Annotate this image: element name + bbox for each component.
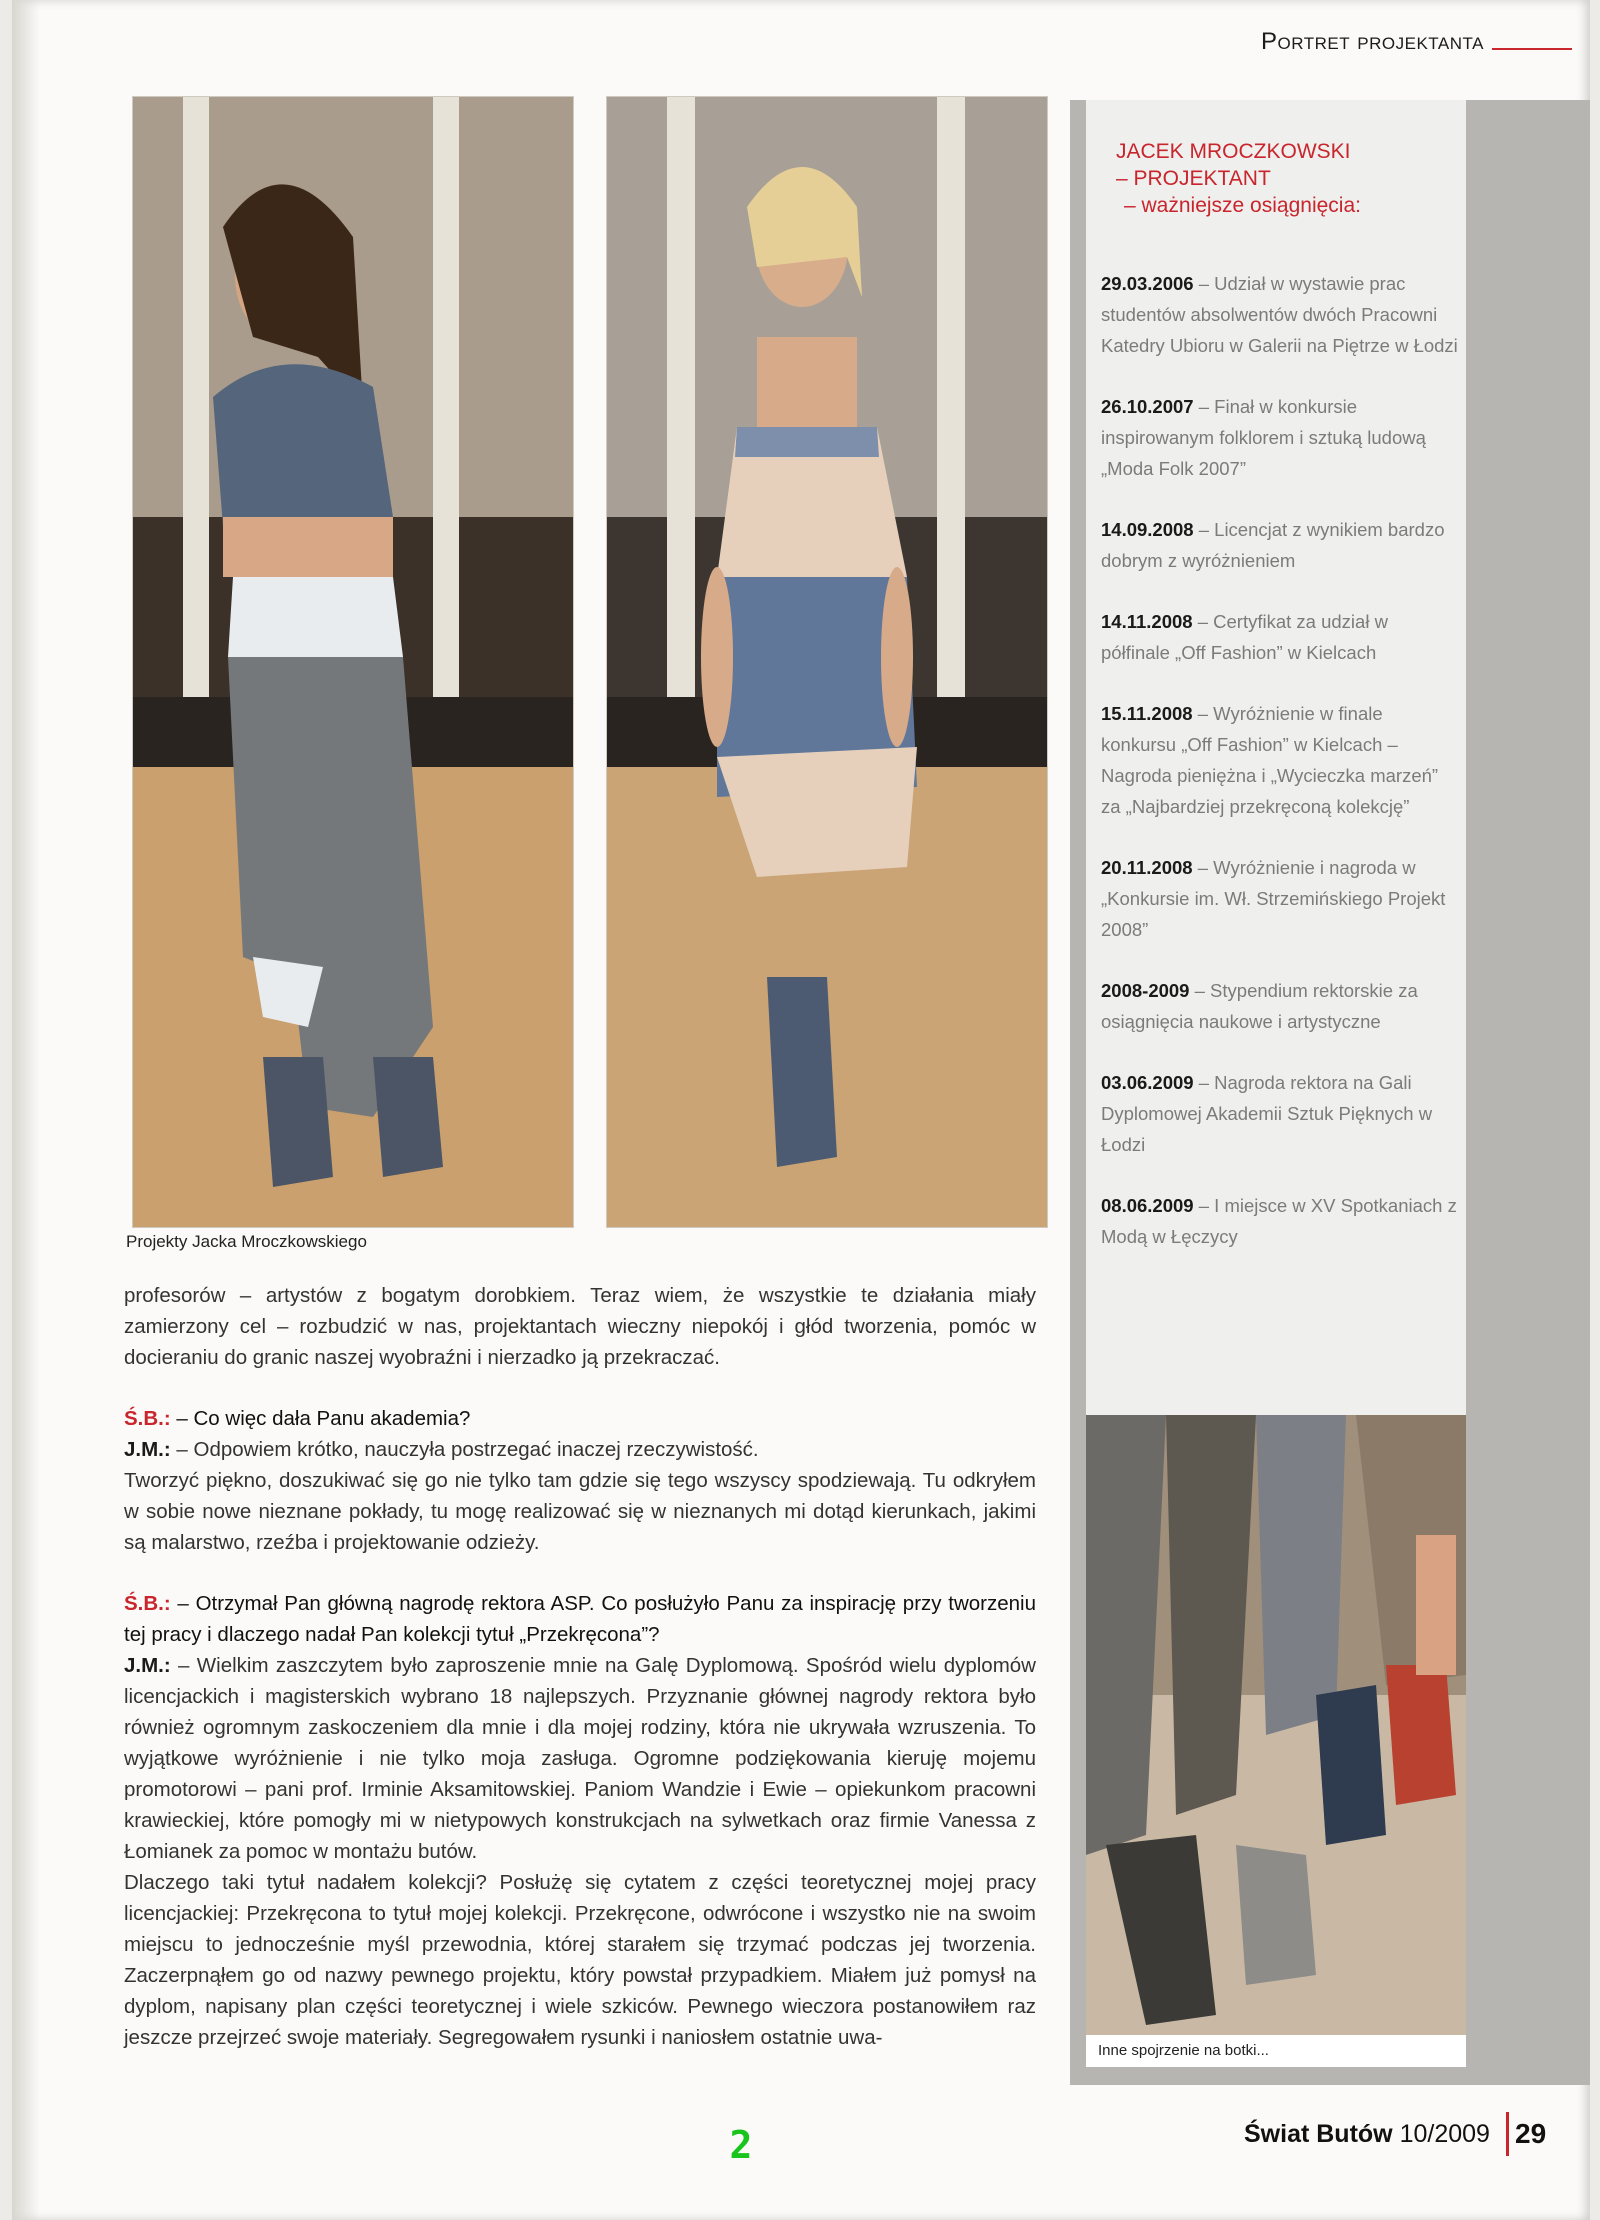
- sidebar-title: [1116, 138, 1456, 219]
- interviewer-label: Ś.B.:: [124, 1407, 171, 1430]
- achievement-date: 15.11.2008: [1101, 703, 1193, 724]
- respondent-label: J.M.:: [124, 1654, 171, 1677]
- header-rule: [1492, 48, 1572, 50]
- section-header: [1261, 28, 1572, 56]
- sidebar-title-line2: – PROJEKTANT: [1116, 167, 1271, 190]
- achievement-item: [1101, 391, 1461, 484]
- answer-text: – Wielkim zaszczytem było zaproszenie mnie na Galę Dyplomową. Spośród wielu dyplomów licencjackich i magisterskich wybrano 18 najlepszych. Przyznanie głównej nagrody rektora było również ogromnym zaskoczeniem dla mnie i dla mojej rodziny, która nie ukrywała wzruszenia. To wyjątkowe wyróżnienie i nie tylko moja zasługa. Ogromne podziękowania kieruję mojemu promotorowi – pani prof. Irminie Aksamitowskiej. Paniom Wandzie i Ewie – opiekunkom pracowni krawieckiej, które pomogły mi w nietypowych konstrukcjach na sylwetkach oraz firmie Vanessa z Łomianek za pomoc w montażu butów.: [124, 1654, 1036, 1863]
- magazine-page: [12, 0, 1590, 2220]
- achievement-item: [1101, 514, 1461, 576]
- green-two-mark: [715, 2128, 767, 2162]
- boots-photo: [1086, 1415, 1466, 2035]
- interviewer-label: Ś.B.:: [124, 1592, 171, 1615]
- sidebar-title-line1: JACEK MROCZKOWSKI: [1116, 140, 1351, 163]
- section-title: Portret projektanta: [1261, 28, 1484, 55]
- question-text: – Co więc dała Panu akademia?: [170, 1407, 471, 1430]
- article-intro: profesorów – artystów z bogatym dorobkiem. Teraz wiem, że wszystkie te działania miały zamierzony cel – rozbudzić w nas, projektantach wieczny niepokój i głód tworzenia, pomóc w docieraniu do granic naszej wyobraźni i nierzadko ją przekraczać.: [124, 1284, 1036, 1369]
- runway-photo-left: [132, 96, 574, 1228]
- article-body: [124, 1280, 1036, 2053]
- achievement-text: – I miejsce w XV Spotkaniach z Modą w Łęczycy: [1101, 1195, 1457, 1247]
- achievement-text: – Wyróżnienie w finale konkursu „Off Fashion” w Kielcach – Nagroda pieniężna i „Wycieczka marzeń” za „Najbardziej przekręconą kolekcję”: [1101, 703, 1439, 817]
- achievement-item: [1101, 268, 1461, 361]
- achievements-list: [1101, 268, 1461, 1282]
- magazine-name: Świat Butów: [1244, 2120, 1393, 2148]
- footer-divider: [1506, 2112, 1509, 2156]
- achievement-item: [1101, 1067, 1461, 1160]
- question-1: [124, 1403, 1036, 1434]
- achievements-panel: [1086, 100, 1466, 1415]
- magazine-issue: 10/2009: [1399, 2120, 1490, 2148]
- achievement-date: 14.09.2008: [1101, 519, 1194, 540]
- achievements-sidebar: [1070, 100, 1590, 2085]
- achievement-date: 03.06.2009: [1101, 1072, 1194, 1093]
- achievement-text: – Finał w konkursie inspirowanym folklorem i sztuką ludową „Moda Folk 2007”: [1101, 396, 1426, 479]
- achievement-date: 08.06.2009: [1101, 1195, 1194, 1216]
- achievement-text: – Nagroda rektora na Gali Dyplomowej Akademii Sztuk Pięknych w Łodzi: [1101, 1072, 1433, 1155]
- achievement-item: [1101, 1190, 1461, 1252]
- question-text: – Otrzymał Pan główną nagrodę rektora ASP. Co posłużyło Panu za inspirację przy tworzeniu tej pracy i dlaczego nadał Pan kolekcji tytuł „Przekręcona”?: [124, 1592, 1036, 1646]
- photo-caption: Projekty Jacka Mroczkowskiego: [126, 1232, 367, 1251]
- achievement-text: – Licencjat z wynikiem bardzo dobrym z wyróżnieniem: [1101, 519, 1445, 571]
- respondent-label: J.M.:: [124, 1438, 171, 1461]
- page-spine-shadow: [12, 0, 40, 2220]
- achievement-item: [1101, 975, 1461, 1037]
- page-number: 29: [1515, 2118, 1547, 2149]
- achievement-item: [1101, 698, 1461, 822]
- achievement-item: [1101, 852, 1461, 945]
- achievement-date: 29.03.2006: [1101, 273, 1194, 294]
- question-2: [124, 1588, 1036, 1650]
- achievement-date: 2008-2009: [1101, 980, 1190, 1001]
- achievement-text: – Certyfikat za udział w półfinale „Off Fashion” w Kielcach: [1101, 611, 1388, 663]
- achievement-date: 26.10.2007: [1101, 396, 1194, 417]
- answer-text: – Odpowiem krótko, nauczyła postrzegać inaczej rzeczywistość.: [170, 1438, 759, 1461]
- answer-2-continued: Dlaczego taki tytuł nadałem kolekcji? Posłużę się cytatem z części teoretycznej mojej pracy licencjackiej: Przekręcona to tytuł mojej kolekcji. Przekręcone, odwrócone i wszystko nie na swoim miejscu to jednocześnie myśl przewodnia, której starałem się trzymać podczas jej tworzenia. Zaczerpnąłem go od nazwy pewnego projektu, który powstał przypadkiem. Miałem już pomysł na dyplom, napisany plan części teoretycznej i wiele szkiców. Pewnego wieczora postanowiłem raz jeszcze przejrzeć swoje materiały. Segregowałem rysunki i naniosłem ostatnie uwa-: [124, 1871, 1036, 2049]
- answer-1-continued: Tworzyć piękno, doszukiwać się go nie tylko tam gdzie się tego wszyscy spodziewają. Tu odkryłem w sobie nowe nieznane pokłady, tu mogę realizować się w nieznanych mi dotąd kierunkach, jakimi są malarstwo, rzeźba i projektowanie odzieży.: [124, 1469, 1036, 1554]
- achievement-date: 20.11.2008: [1101, 857, 1193, 878]
- answer-1: [124, 1434, 1036, 1465]
- sidebar-title-line3: – ważniejsze osiągnięcia:: [1124, 194, 1361, 217]
- answer-2: [124, 1650, 1036, 1867]
- achievement-item: [1101, 606, 1461, 668]
- runway-photo-right: [606, 96, 1048, 1228]
- magazine-brand: [1244, 2120, 1490, 2149]
- achievement-date: 14.11.2008: [1101, 611, 1193, 632]
- achievement-text: – Wyróżnienie i nagroda w „Konkursie im. Wł. Strzemińskiego Projekt 2008”: [1101, 857, 1446, 940]
- achievement-text: – Udział w wystawie prac studentów absolwentów dwóch Pracowni Katedry Ubioru w Galerii na Piętrze w Łodzi: [1101, 273, 1458, 356]
- green-mark-glyph: 2: [729, 2128, 753, 2162]
- achievement-text: – Stypendium rektorskie za osiągnięcia naukowe i artystyczne: [1101, 980, 1418, 1032]
- boots-photo-caption: Inne spojrzenie na botki...: [1086, 2035, 1466, 2067]
